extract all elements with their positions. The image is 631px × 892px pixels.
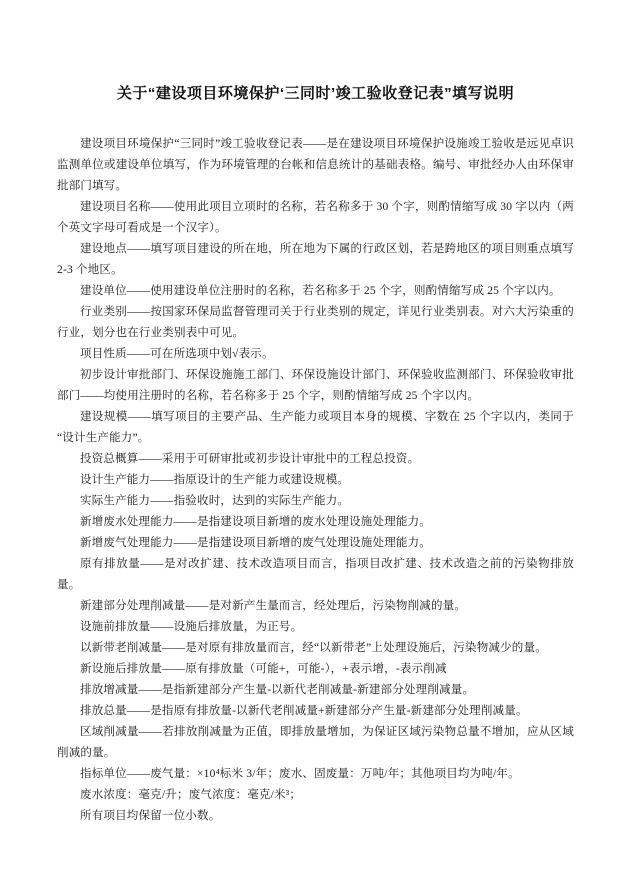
paragraph: 新设施后排放量——原有排放量（可能+，可能-），+表示增，-表示削减 (80, 663, 447, 675)
paragraph: 项目性质——可在所选项中划√表示。 (80, 348, 274, 360)
paragraph: 区域削减量——若排放削减量为正值，即排放量增加，为保证区域污染物总量不增加，应从区域削减的量。 (57, 726, 574, 759)
paragraph: 排放增减量——是指新建部分产生量-以新代老削减量-新建部分处理削减量。 (80, 684, 475, 696)
paragraph: 建设规模——填写项目的主要产品、生产能力或项目本身的规模、字数在 25 个字以内，类同于“设计生产能力”。 (57, 411, 574, 444)
paragraph: 实际生产能力——指验收时，达到的实际生产能力。 (80, 495, 350, 507)
paragraph: 初步设计审批部门、环保设施施工部门、环保设施设计部门、环保验收监测部门、环保验收审批部门——均使用注册时的名称，若名称多于 25 个字，则酌情缩写成 25 个字以内。 (57, 369, 574, 402)
paragraph: 指标单位——废气量：×10⁴标米 3/年；废水、固废量：万吨/年；其他项目均为吨/年。 (80, 768, 520, 780)
paragraph: 建设项目环境保护“三同时”竣工验收登记表——是在建设项目环境保护设施竣工验收是远见卓识监测单位或建设单位填写，作为环境管理的台帐和信息统计的基础表格。编号、审批经办人由环保审批部门填写。 (57, 138, 574, 192)
paragraph: 建设项目名称——使用此项目立项时的名称，若名称多于 30 个字，则酌情缩写成 30 字以内（两个英文字母可看成是一个汉字）。 (57, 201, 574, 234)
paragraph: 新增废气处理能力——是指建设项目新增的废气处理设施处理能力。 (80, 537, 431, 549)
document-title: 关于“建设项目环境保护‘三同时’竣工验收登记表”填写说明 (116, 85, 515, 102)
paragraph: 排放总量——是指原有排放量-以新代老削减量+新建部分产生量-新建部分处理削减量。 (80, 705, 528, 717)
paragraph: 新增废水处理能力——是指建设项目新增的废水处理设施处理能力。 (80, 516, 431, 528)
paragraph: 原有排放量——是对改扩建、技术改造项目而言，指项目改扩建、技术改造之前的污染物排放量。 (57, 558, 574, 591)
paragraph: 投资总概算——采用于可研审批或初步设计审批中的工程总投资。 (80, 453, 420, 465)
paragraph: 废水浓度：毫克/升；废气浓度：毫克/米³； (80, 789, 302, 801)
paragraph: 设施前排放量——设施后排放量，为正号。 (80, 621, 303, 633)
paragraph: 建设单位——使用建设单位注册时的名称，若名称多于 25 个字，则酌情缩写成 25 个字以内。 (80, 285, 561, 297)
paragraph: 行业类别——按国家环保局监督管理司关于行业类别的规定，详见行业类别表。对六大污染重的行业，划分也在行业类别表中可见。 (57, 306, 574, 339)
paragraph: 建设地点——填写项目建设的所在地，所在地为下属的行政区划，若是跨地区的项目则重点填写 2-3 个地区。 (57, 243, 574, 276)
paragraph: 新建部分处理削减量——是对新产生量而言，经处理后，污染物削减的量。 (80, 600, 467, 612)
paragraph: 以新带老削减量——是对原有排放量而言，经“以新带老”上处理设施后，污染物减少的量。 (80, 642, 547, 654)
paragraph: 设计生产能力——指原设计的生产能力或建设规模。 (80, 474, 350, 486)
document-body (57, 134, 574, 827)
paragraph: 所有项目均保留一位小数。 (80, 810, 221, 822)
